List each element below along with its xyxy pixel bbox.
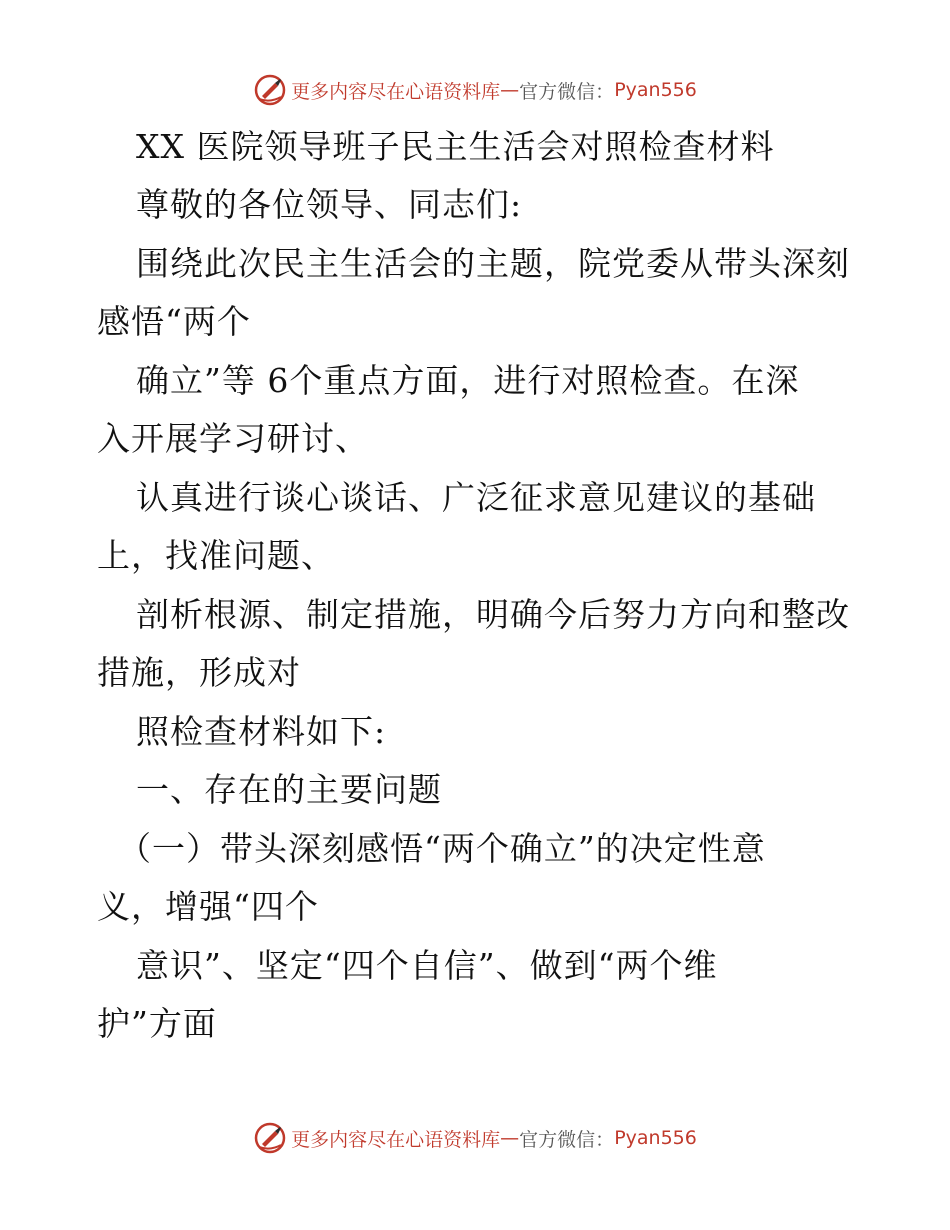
banner-separator: — — [500, 79, 520, 101]
text-line: 护”方面 — [97, 1004, 217, 1043]
subsection-heading: （一）带头深刻感悟“两个确立”的决定性意 — [118, 829, 766, 868]
banner-wechat-id: Pyan556 — [614, 1127, 697, 1149]
banner-separator: — — [500, 1127, 520, 1149]
seal-logo-icon — [253, 1121, 287, 1155]
text-line: 意识”、坚定“四个自信”、做到“两个维 — [136, 946, 718, 985]
salutation: 尊敬的各位领导、同志们: — [136, 185, 523, 224]
text-line: 感悟“两个 — [97, 302, 251, 341]
text-line: 确立”等 6个重点方面，进行对照检查。在深 — [136, 361, 800, 400]
banner-wechat-label: 官方微信： — [519, 80, 615, 103]
text-line: 入开展学习研讨、 — [97, 419, 369, 458]
document-title: XX 医院领导班子民主生活会对照检查材料 — [136, 127, 775, 166]
section-heading: 一、存在的主要问题 — [136, 770, 442, 809]
header-banner — [0, 70, 950, 110]
footer-banner — [0, 1118, 950, 1158]
banner-brand: 更多内容尽在心语资料库 — [291, 1128, 501, 1151]
banner-wechat-label: 官方微信： — [519, 1128, 615, 1151]
seal-logo-icon — [253, 73, 287, 107]
text-line: 认真进行谈心谈话、广泛征求意见建议的基础 — [136, 478, 816, 517]
banner-wechat-id: Pyan556 — [614, 79, 697, 101]
banner-brand: 更多内容尽在心语资料库 — [291, 80, 501, 103]
text-line: 照检查材料如下: — [136, 712, 387, 751]
text-line: 义，增强“四个 — [97, 887, 319, 926]
text-line: 措施，形成对 — [97, 653, 301, 692]
text-line: 围绕此次民主生活会的主题，院党委从带头深刻 — [136, 244, 850, 283]
text-line: 上，找准问题、 — [97, 536, 335, 575]
text-line: 剖析根源、制定措施，明确今后努力方向和整改 — [136, 595, 850, 634]
